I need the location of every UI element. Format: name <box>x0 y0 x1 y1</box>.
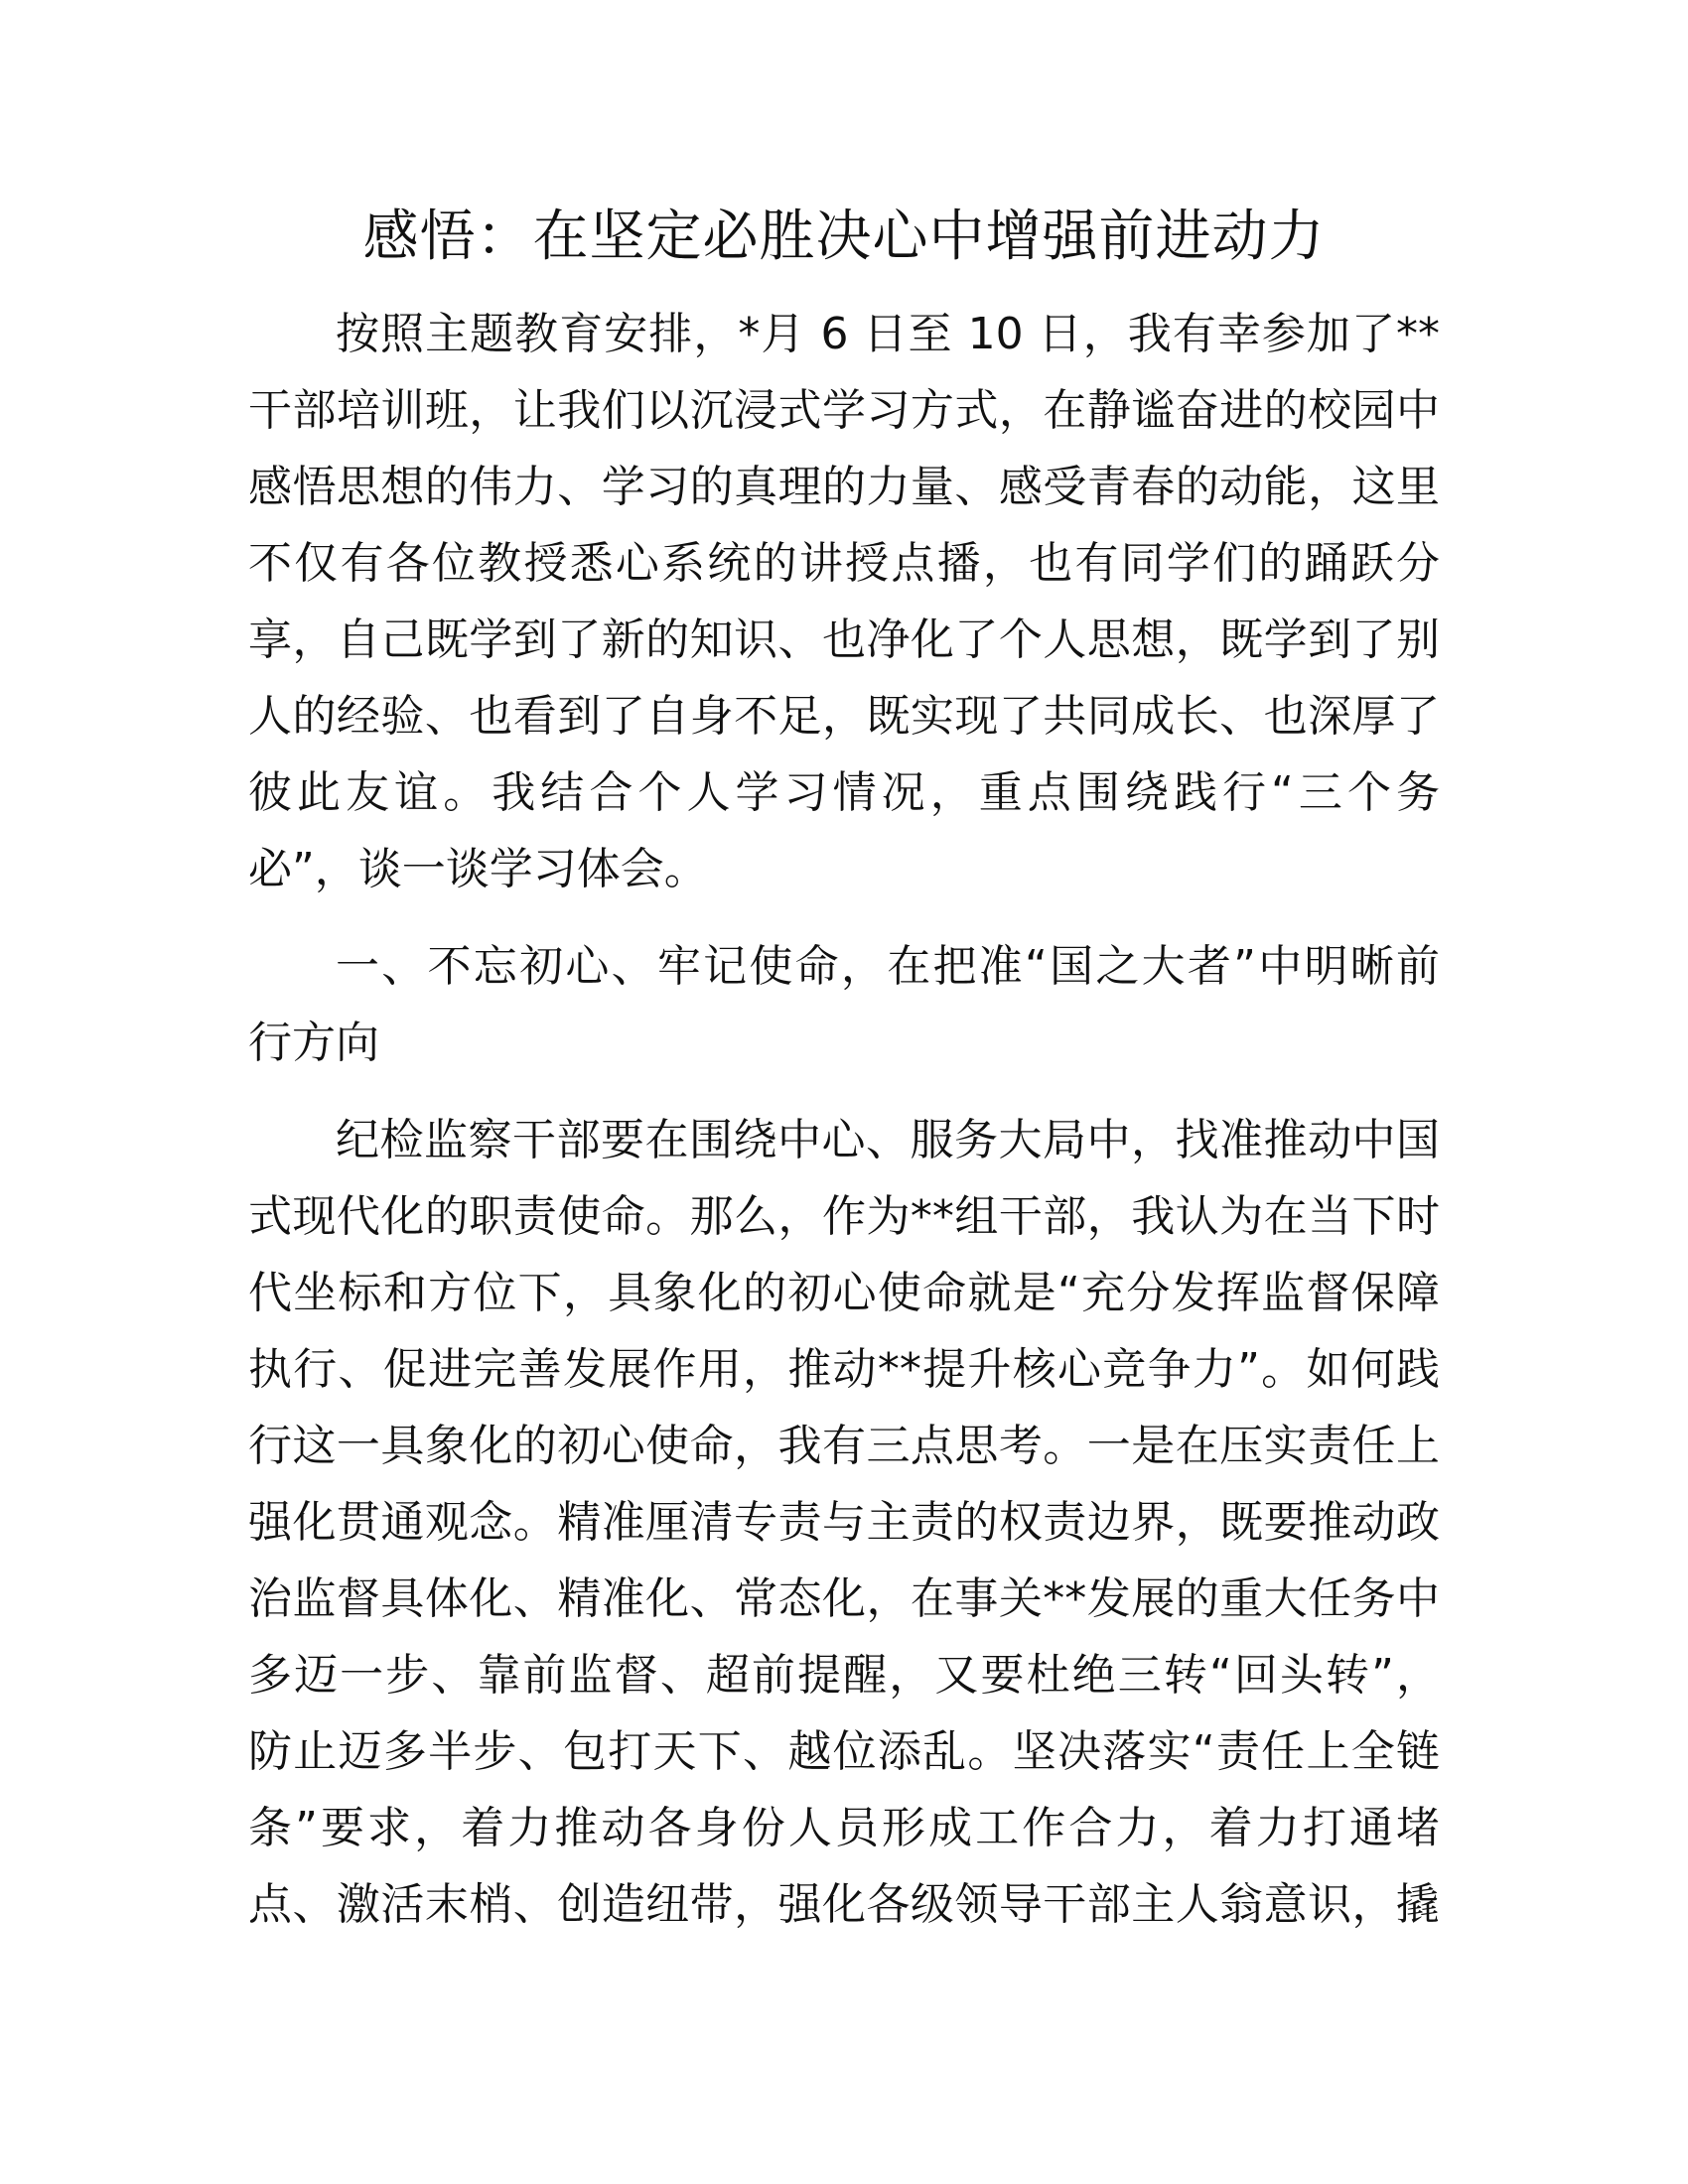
paragraph-intro <box>248 296 1440 907</box>
heading-line: 一、不忘初心、牢记使命，在把准“国之大者”中明晰前 <box>336 941 1440 992</box>
text-line: 多迈一步、靠前监督、超前提醒，又要杜绝三转“回头转”， <box>248 1650 1440 1701</box>
text-line: 代坐标和方位下，具象化的初心使命就是“充分发挥监督保障 <box>248 1268 1440 1318</box>
text-line: 感悟思想的伟力、学习的真理的力量、感受青春的动能，这里 <box>248 462 1440 512</box>
text-line: 干部培训班，让我们以沉浸式学习方式，在静谧奋进的校园中 <box>248 385 1440 436</box>
section-heading-1 <box>248 928 1440 1081</box>
text-line: 强化贯通观念。精准厘清专责与主责的权责边界，既要推动政 <box>248 1497 1440 1548</box>
document-title: 感悟：在坚定必胜决心中增强前进动力 <box>362 205 1326 269</box>
text-line: 防止迈多半步、包打天下、越位添乱。坚决落实“责任上全链 <box>248 1726 1440 1777</box>
text-line: 纪检监察干部要在围绕中心、服务大局中，找准推动中国 <box>336 1115 1440 1165</box>
text-line: 执行、促进完善发展作用，推动**提升核心竞争力”。如何践 <box>248 1344 1440 1395</box>
text-line: 享，自己既学到了新的知识、也净化了个人思想，既学到了别 <box>248 614 1440 665</box>
paragraph-section-1 <box>248 1102 1440 1943</box>
text-line: 彼此友谊。我结合个人学习情况，重点围绕践行“三个务 <box>248 767 1440 818</box>
text-line: 必”，谈一谈学习体会。 <box>248 844 708 894</box>
text-line: 不仅有各位教授悉心系统的讲授点播，也有同学们的踊跃分 <box>248 538 1440 589</box>
text-line: 按照主题教育安排，*月 6 日至 10 日，我有幸参加了** <box>336 309 1440 359</box>
text-line: 点、激活末梢、创造纽带，强化各级领导干部主人翁意识，撬 <box>248 1879 1440 1930</box>
text-line: 式现代化的职责使命。那么，作为**组干部，我认为在当下时 <box>248 1191 1440 1242</box>
text-line: 人的经验、也看到了自身不足，既实现了共同成长、也深厚了 <box>248 691 1440 742</box>
heading-line: 行方向 <box>248 1018 379 1068</box>
text-line: 治监督具体化、精准化、常态化，在事关**发展的重大任务中 <box>248 1573 1440 1624</box>
text-line: 条”要求，着力推动各身份人员形成工作合力，着力打通堵 <box>248 1803 1440 1853</box>
text-line: 行这一具象化的初心使命，我有三点思考。一是在压实责任上 <box>248 1421 1440 1471</box>
